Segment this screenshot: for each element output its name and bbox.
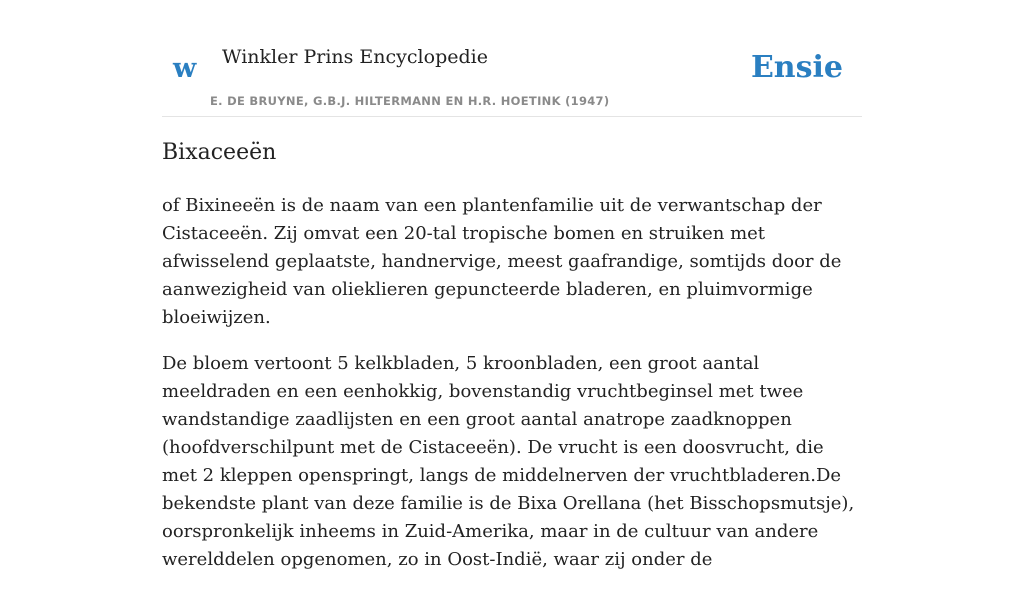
entry-title: Bixaceeën (162, 140, 277, 165)
encyclopedia-header (162, 0, 862, 117)
entry-body (162, 192, 862, 592)
ensie-logo[interactable]: Ensie (750, 50, 843, 85)
article-page (162, 0, 862, 570)
winkler-prins-logo-icon[interactable]: w (173, 53, 197, 84)
encyclopedia-authors: E. DE BRUYNE, G.B.J. HILTERMANN EN H.R. HOETINK (1947) (210, 94, 610, 108)
entry-paragraph: De bloem vertoont 5 kelkbladen, 5 kroonbladen, een groot aantal meeldraden en een eenhokkig, bovenstandig vruchtbeginsel met twee wandstandige zaadlijsten en een groot aantal anatrope zaadknoppen (hoofdverschilpunt met de Cistaceeën). De vrucht is een doosvrucht, die met 2 kleppen openspringt, langs de middelnerven der vruchtbladeren.De bekendste plant van deze familie is de Bixa Orellana (het Bisschopsmutsje), oorspronkelijk inheems in Zuid-Amerika, maar in de cultuur van andere werelddelen opgenomen, zo in Oost-Indië, waar zij onder de (162, 353, 855, 570)
entry-paragraph: of Bixineeën is de naam van een plantenfamilie uit de verwantschap der Cistaceeën. Zij omvat een 20-tal tropische bomen en struiken met afwisselend geplaatste, handnervige, meest gaafrandige, somtijds door de aanwezigheid van olieklieren gepuncteerde bladeren, en pluimvormige bloeiwijzen. (162, 195, 842, 328)
encyclopedia-title[interactable]: Winkler Prins Encyclopedie (222, 46, 488, 68)
